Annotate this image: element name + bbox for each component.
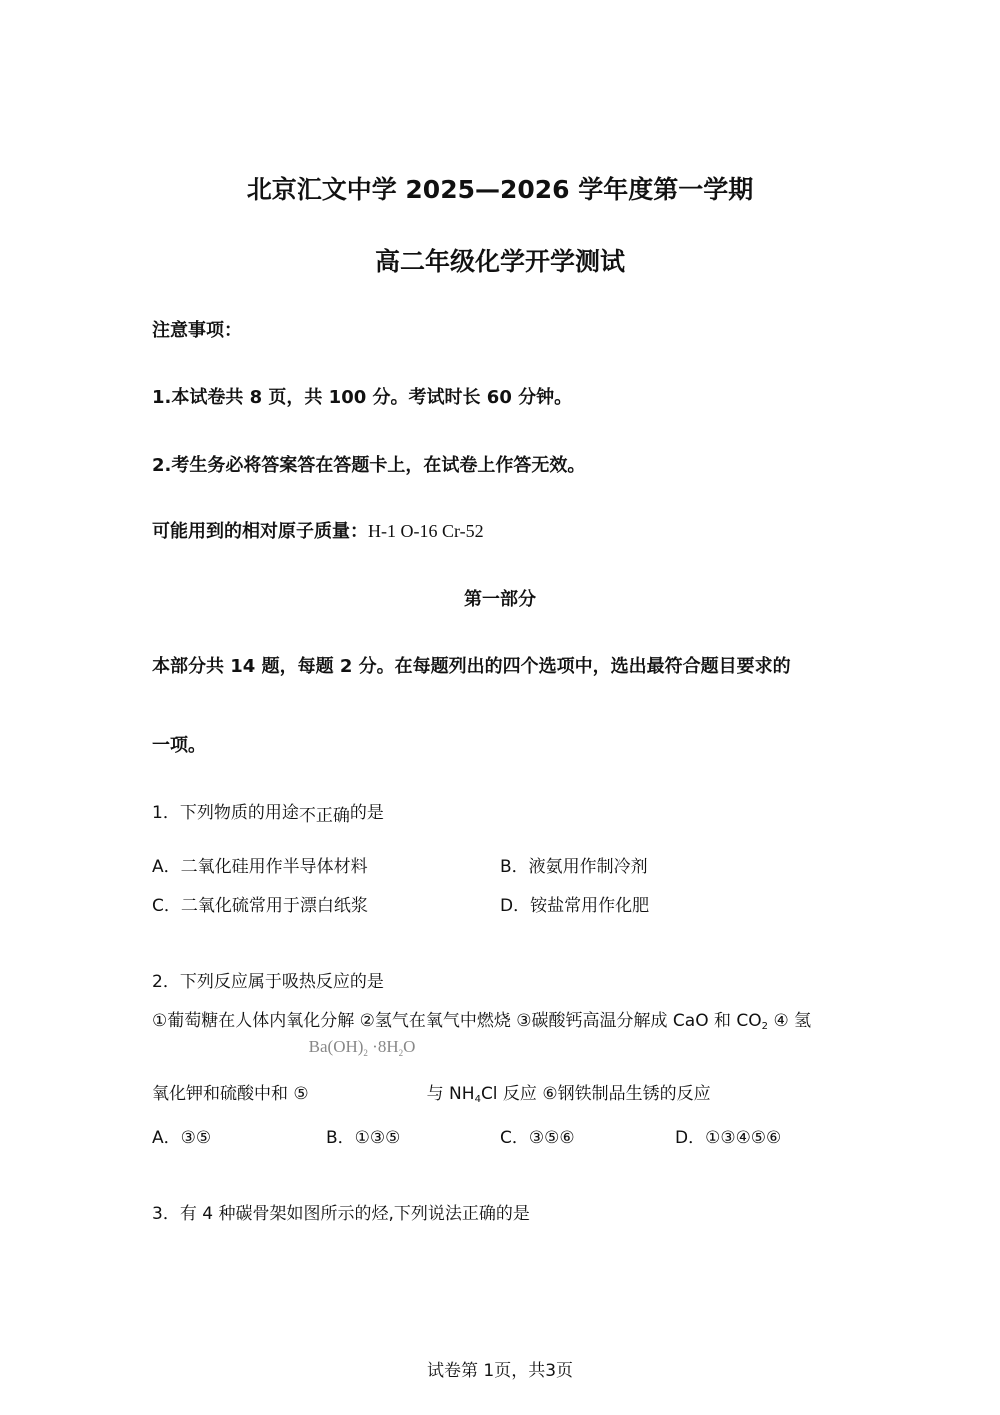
- notice-item-1: 1.本试卷共 8 页，共 100 分。考试时长 60 分钟。: [152, 387, 573, 408]
- question-2-reactions-line2: [152, 1037, 711, 1105]
- question-3-stem: 3．有 4 种碳骨架如图所示的烃,下列说法正确的是: [152, 1204, 530, 1224]
- atomic-mass-line: [152, 517, 484, 543]
- question-2-option-c: C．③⑤⑥: [500, 1128, 575, 1148]
- exam-title-line1: 北京汇文中学 2025—2026 学年度第一学期: [246, 175, 754, 204]
- nh4-subscript: 4: [474, 1094, 481, 1105]
- section-intro-line1: 本部分共 14 题，每题 2 分。在每题列出的四个选项中，选出最符合题目要求的: [152, 656, 791, 677]
- section-intro-line2: 一项。: [152, 735, 206, 756]
- barium-hydroxide-formula: [308, 1037, 427, 1099]
- formula-part-3: O: [403, 1037, 416, 1056]
- question-2-option-b: B．①③⑤: [326, 1128, 401, 1148]
- formula-part-1: Ba(OH): [308, 1037, 364, 1056]
- question-2-line2-end: Cl 反应 ⑥钢铁制品生锈的反应: [480, 1084, 711, 1104]
- question-2-line2-mid: 与 NH: [426, 1084, 475, 1104]
- question-1-option-d: D．铵盐常用作化肥: [500, 896, 650, 916]
- question-1-option-a: A．二氧化硅用作半导体材料: [152, 857, 368, 877]
- question-2-option-a: A．③⑤: [152, 1128, 212, 1148]
- question-2-line1-end: ④ 氢: [768, 1011, 812, 1031]
- question-2-option-d: D．①③④⑤⑥: [675, 1128, 782, 1148]
- question-1-option-b: B．液氨用作制冷剂: [500, 857, 648, 877]
- question-2-stem: 2．下列反应属于吸热反应的是: [152, 972, 384, 992]
- formula-sub-1: 2: [363, 1048, 368, 1058]
- page-number: 试卷第 1页，共3页: [426, 1361, 574, 1381]
- question-1-option-c: C．二氧化硫常用于漂白纸浆: [152, 896, 368, 916]
- question-1-stem-end: 的是: [349, 803, 384, 823]
- atomic-mass-values: H-1 O-16 Cr-52: [368, 521, 484, 541]
- exam-title-line2: 高二年级化学开学测试: [374, 247, 625, 276]
- atomic-mass-label: 可能用到的相对原子质量：: [152, 521, 368, 542]
- question-2-reactions-line1: [152, 1006, 811, 1032]
- co2-subscript: 2: [761, 1021, 769, 1032]
- question-1-emphasis: 不正确: [298, 806, 350, 826]
- question-1-stem-start: 1．下列物质的用途: [152, 803, 299, 823]
- question-2-line2-text: 氧化钾和硫酸中和 ⑤: [152, 1084, 309, 1104]
- question-2-line1-text: ①葡萄糖在人体内氧化分解 ②氢气在氧气中燃烧 ③碳酸钙高温分解成 CaO 和 CO: [152, 1011, 762, 1031]
- formula-part-2: ·8H: [367, 1037, 399, 1056]
- notice-heading: 注意事项：: [152, 320, 242, 341]
- question-1-stem: [152, 798, 384, 826]
- formula-sub-2: 2: [398, 1048, 404, 1058]
- notice-item-2: 2.考生务必将答案答在答题卡上，在试卷上作答无效。: [152, 455, 586, 476]
- section-title: 第一部分: [464, 589, 536, 610]
